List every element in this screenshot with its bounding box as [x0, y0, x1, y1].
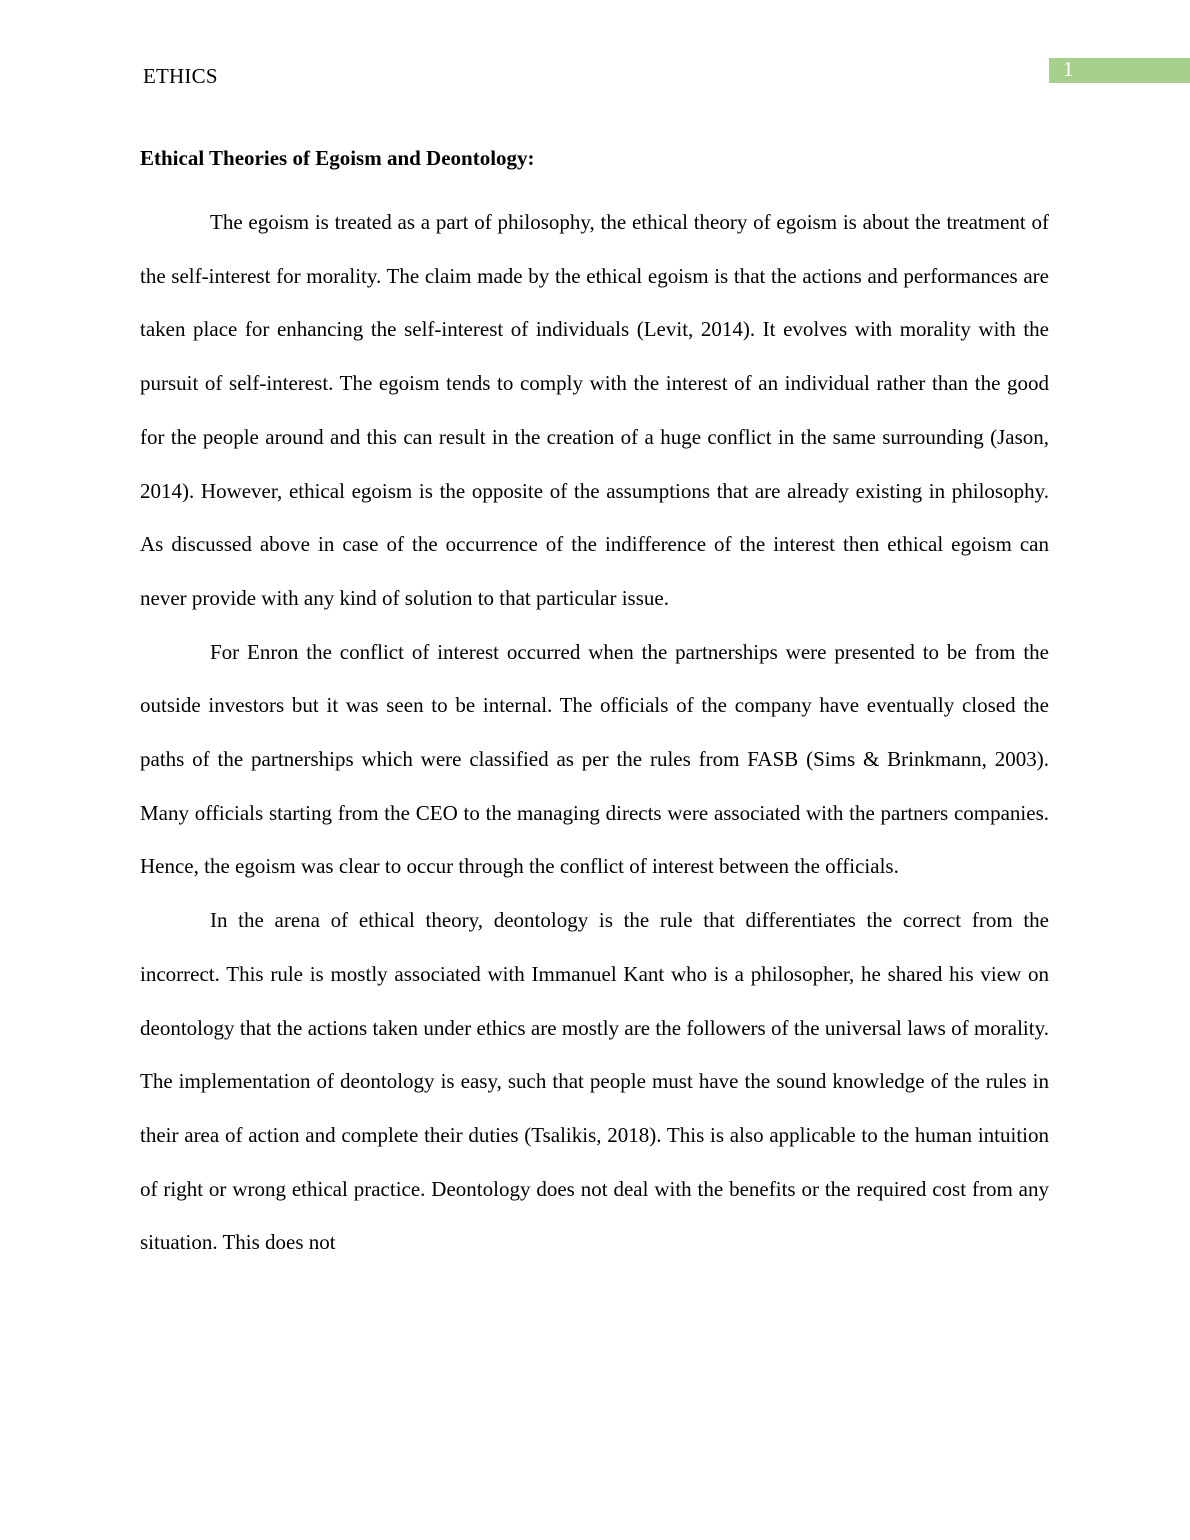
page-number: 1 [1063, 57, 1074, 81]
page-number-bar [1049, 58, 1190, 83]
section-heading: Ethical Theories of Egoism and Deontology: [140, 146, 535, 170]
paragraph-deontology: In the arena of ethical theory, deontology is the rule that differentiates the correct from the incorrect. This rule is mostly associated with Immanuel Kant who is a philosopher, he shared his view on deontology that the actions taken under ethics are mostly are the followers of the universal laws of morality. The implementation of deontology is easy, such that people must have the sound knowledge of the rules in their area of action and complete their duties (Tsalikis, 2018). This is also applicable to the human intuition of right or wrong ethical practice. Deontology does not deal with the benefits or the required cost from any situation. This does not [140, 908, 1049, 1255]
body-text [140, 196, 1049, 1270]
document-body [140, 144, 1049, 1270]
paragraph-enron: For Enron the conflict of interest occurred when the partnerships were presented to be from the outside investors but it was seen to be internal. The officials of the company have eventually closed the paths of the partnerships which were classified as per the rules from FASB (Sims & Brinkmann, 2003). Many officials starting from the CEO to the managing directs were associated with the partners companies. Hence, the egoism was clear to occur through the conflict of interest between the officials. [140, 639, 1049, 879]
paragraph-egoism: The egoism is treated as a part of philosophy, the ethical theory of egoism is about the treatment of the self-interest for morality. The claim made by the ethical egoism is that the actions and performances are taken place for enhancing the self-interest of individuals (Levit, 2014). It evolves with morality with the pursuit of self-interest. The egoism tends to comply with the interest of an individual rather than the good for the people around and this can result in the creation of a huge conflict in the same surrounding (Jason, 2014). However, ethical egoism is the opposite of the assumptions that are already existing in philosophy. As discussed above in case of the occurrence of the indifference of the interest then ethical egoism can never provide with any kind of solution to that particular issue. [140, 210, 1049, 610]
running-head: ETHICS [143, 64, 218, 88]
